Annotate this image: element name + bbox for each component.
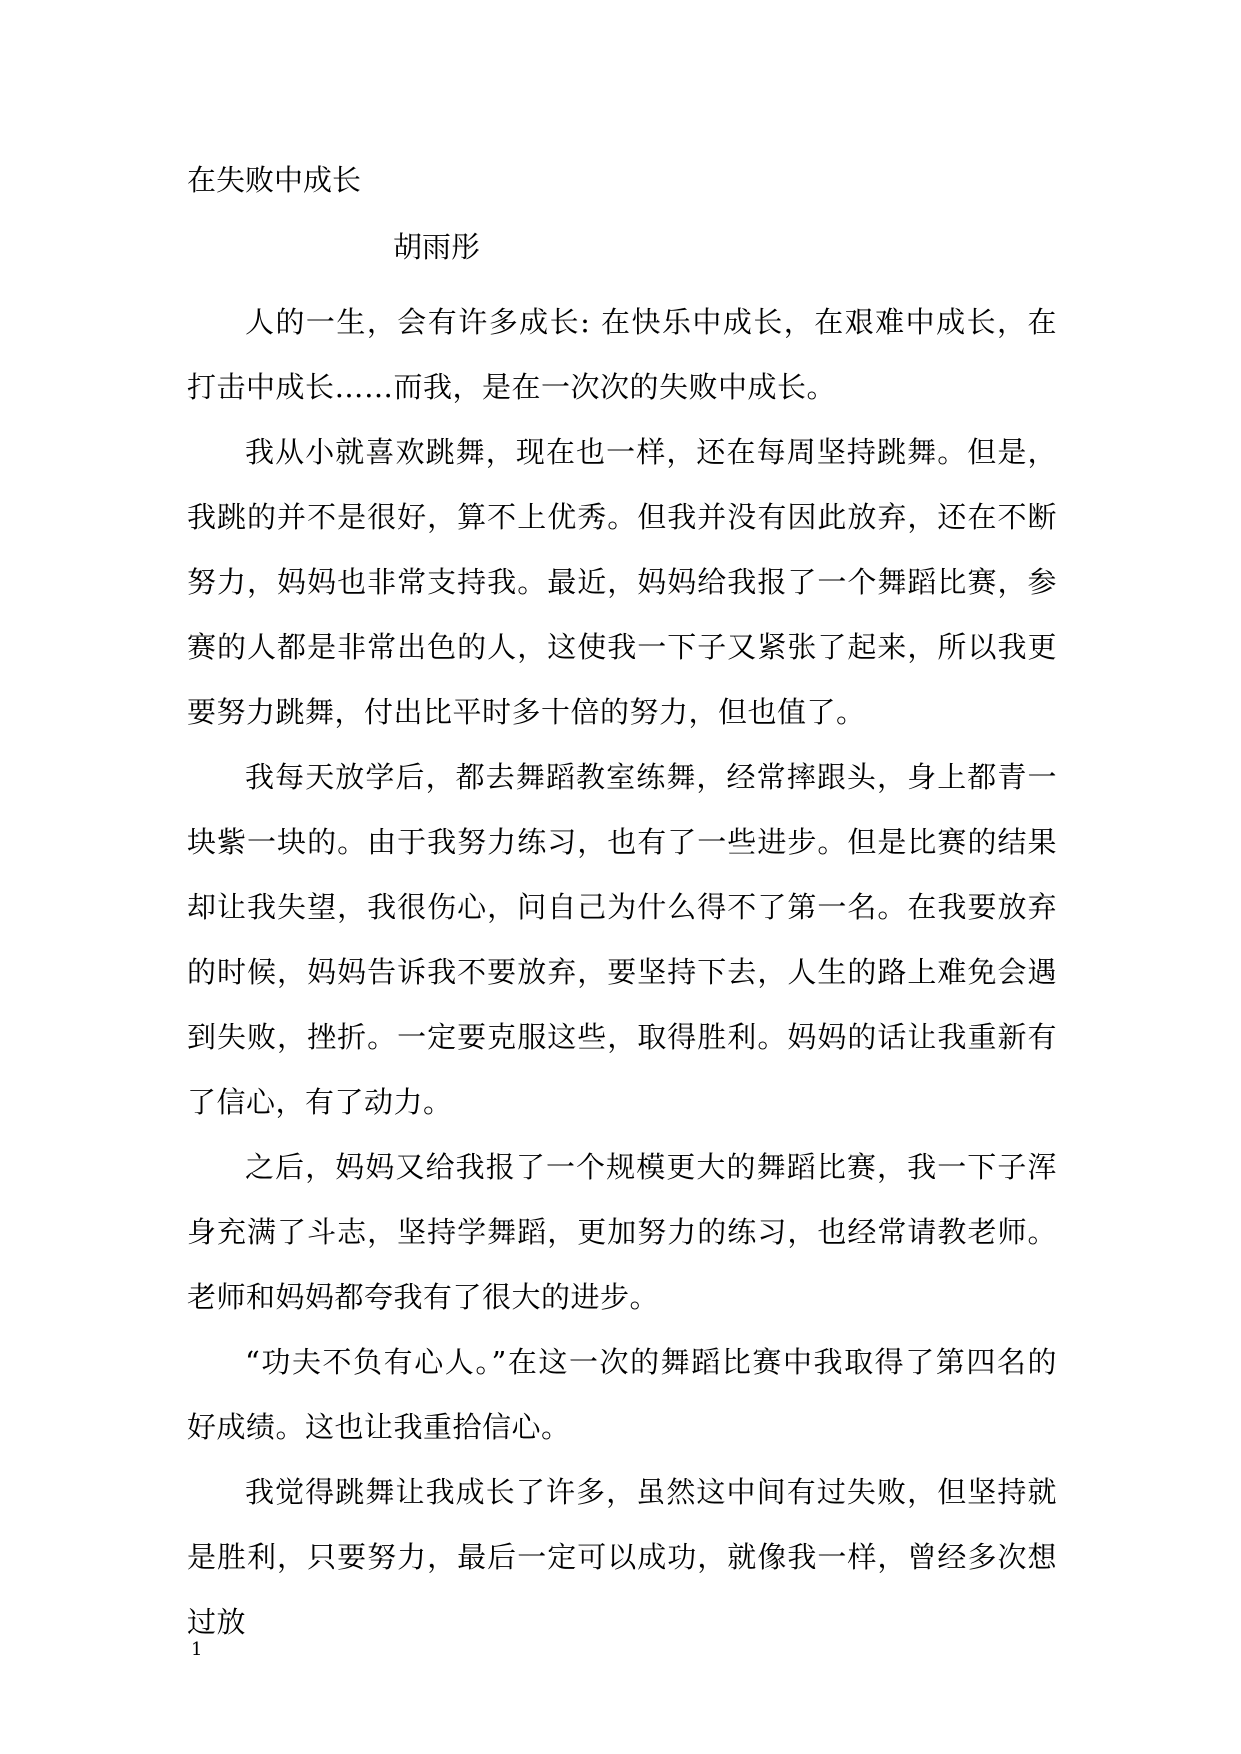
paragraph: 我每天放学后，都去舞蹈教室练舞，经常摔跟头，身上都青一块紫一块的。由于我努力练习，也有了一些进步。但是比赛的结果却让我失望，我很伤心，问自己为什么得不了第一名。在我要放弃的时候，妈妈告诉我不要放弃，要坚持下去，人生的路上难免会遇到失败，挫折。一定要克服这些，取得胜利。妈妈的话让我重新有了信心，有了动力。 (187, 760, 1057, 1119)
essay-body (187, 290, 1057, 1655)
paragraph: 人的一生，会有许多成长: 在快乐中成长，在艰难中成长，在打击中成长……而我，是在一次次的失败中成长。 (187, 305, 1057, 404)
essay-title: 在失败中成长 (187, 163, 362, 197)
paragraph: 之后，妈妈又给我报了一个规模更大的舞蹈比赛，我一下子浑身充满了斗志，坚持学舞蹈，更加努力的练习，也经常请教老师。老师和妈妈都夸我有了很大的进步。 (187, 1150, 1057, 1314)
page-number: 1 (191, 1639, 203, 1660)
paragraph: 我从小就喜欢跳舞，现在也一样，还在每周坚持跳舞。但是，我跳的并不是很好，算不上优秀。但我并没有因此放弃，还在不断努力，妈妈也非常支持我。最近，妈妈给我报了一个舞蹈比赛，参赛的人都是非常出色的人，这使我一下子又紧张了起来，所以我更要努力跳舞，付出比平时多十倍的努力，但也值了。 (187, 435, 1057, 729)
paragraph: 我觉得跳舞让我成长了许多，虽然这中间有过失败，但坚持就是胜利，只要努力，最后一定可以成功，就像我一样，曾经多次想过放 (187, 1475, 1057, 1639)
paragraph: “功夫不负有心人。”在这一次的舞蹈比赛中我取得了第四名的好成绩。这也让我重拾信心。 (187, 1345, 1057, 1444)
author-name: 胡雨彤 (393, 230, 481, 264)
